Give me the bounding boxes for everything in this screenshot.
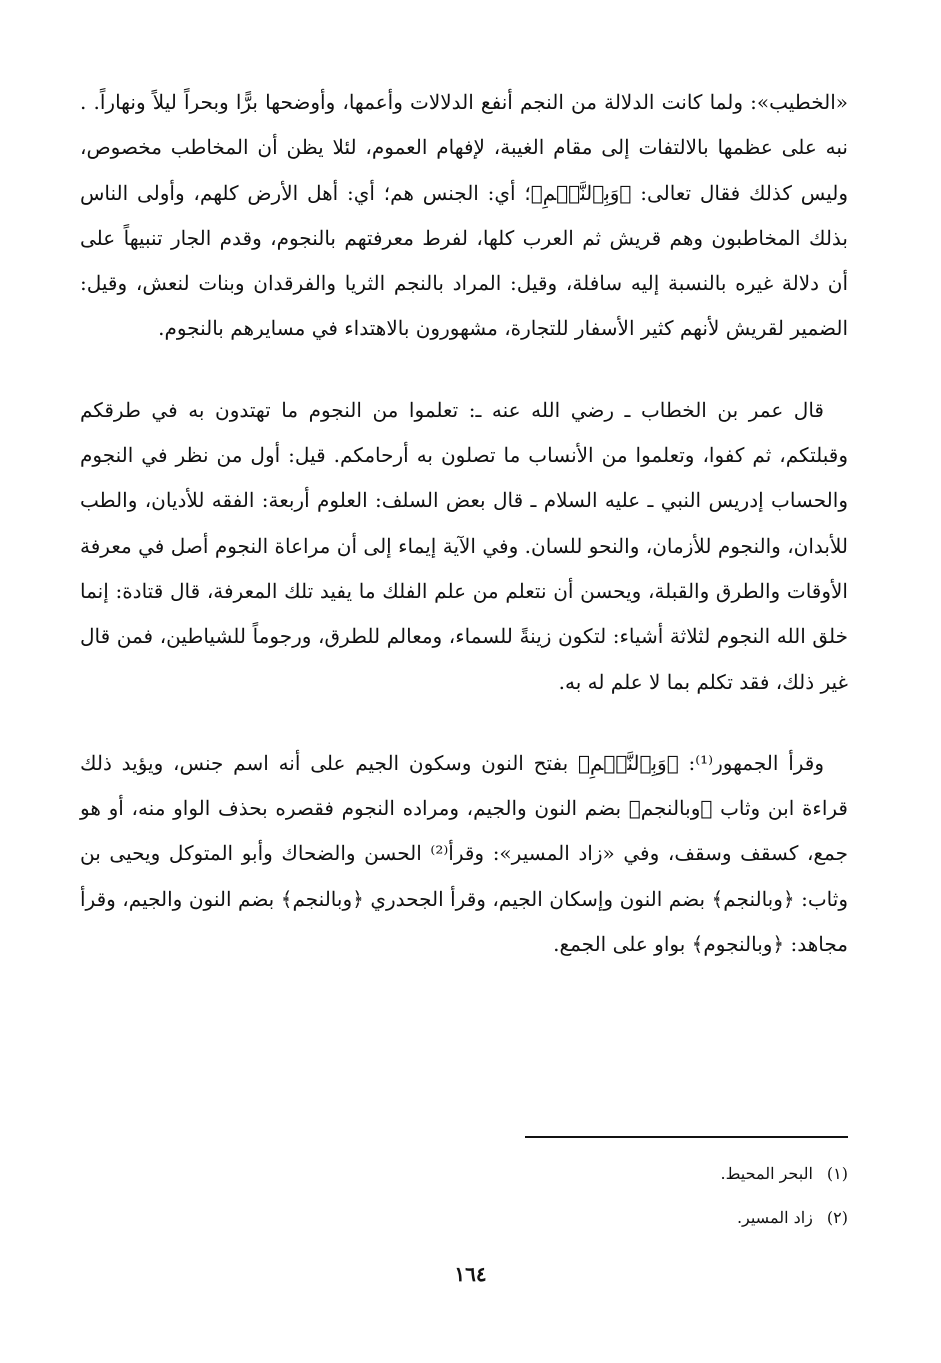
footnote-number: (١): [826, 1164, 848, 1183]
paragraph-gap: [80, 352, 848, 388]
paragraph-qiraat: وقرأ الجمهور⁽¹⁾: ﴿وَبِٱلنَّجۡمِ﴾ بفتح النون وسكون الجيم على أنه اسم جنس، ويؤيد ذلك قراءة ابن وثاب ﴿وبالنجم﴾ بضم النون والجيم، ومراده النجوم فقصره بحذف الواو منه، أو هو جمع، كسقف وسقف، وفي «زاد المسير»: وقرأ⁽²⁾ الحسن والضحاك وأبو المتوكل ويحيى بن وثاب: ﴿وبالنجم﴾ بضم النون وإسكان الجيم، وقرأ الجحدري ﴿وبالنجم﴾ بضم النون والجيم، وقرأ مجاهد: ﴿وبالنجوم﴾ بواو على الجمع.: [80, 750, 848, 957]
body-text: [80, 80, 848, 967]
paragraph-khatib: «الخطيب»: ولما كانت الدلالة من النجم أنفع الدلالات وأعمها، وأوضحها برًّا وبحراً ليلاً ونهاراً. . نبه على عظمها بالالتفات إلى مقام الغيبة، لإفهام العموم، لئلا يظن أن المخاطب مخصوص، وليس كذلك فقال تعالى: ﴿وَبِٱلنَّجۡمِ﴾؛ أي: الجنس هم؛ أي: أهل الأرض كلهم، وأولى الناس بذلك المخاطبون وهم قريش ثم العرب كلها، لفرط معرفتهم بالنجوم، وقدم الجار تنبيهاً على أن دلالة غيره بالنسبة إليه سافلة، وقيل: المراد بالنجم الثريا والفرقدان وبنات لنعش، وقيل: الضمير لقريش لأنهم كثير الأسفار للتجارة، مشهورون بالاهتداء في مسايرهم بالنجوم.: [80, 90, 848, 341]
footnote-divider: [525, 1136, 848, 1138]
footnote-1: [120, 1152, 848, 1196]
page-number: ١٦٤: [454, 1262, 487, 1286]
paragraph-umar: قال عمر بن الخطاب ـ رضي الله عنه ـ: تعلموا من النجوم ما تهتدون به في طرقكم وقبلتكم، ثم كفوا، وتعلموا من الأنساب ما تصلون به أرحامكم. قيل: أول من نظر في النجوم والحساب إدريس النبي ـ عليه السلام ـ قال بعض السلف: العلوم أربعة: الفقه للأديان، والطب للأبدان، والنجوم للأزمان، والنحو للسان. وفي الآية إيماء إلى أن مراعاة النجوم أصل في معرفة الأوقات والطرق والقبلة، ويحسن أن نتعلم من علم الفلك ما يفيد تلك المعرفة، قال قتادة: إنما خلق الله النجوم لثلاثة أشياء: لتكون زينةً للسماء، ومعالم للطرق، ورجوماً للشياطين، فمن قال غير ذلك، فقد تكلم بما لا علم له به.: [80, 397, 848, 694]
footnote-number: (٢): [826, 1208, 848, 1227]
footnote-text: البحر المحيط.: [720, 1164, 813, 1183]
paragraph-gap: [80, 705, 848, 741]
footnote-text: زاد المسير.: [736, 1208, 813, 1227]
footnote-2: [120, 1196, 848, 1240]
footnotes: [120, 1152, 848, 1240]
